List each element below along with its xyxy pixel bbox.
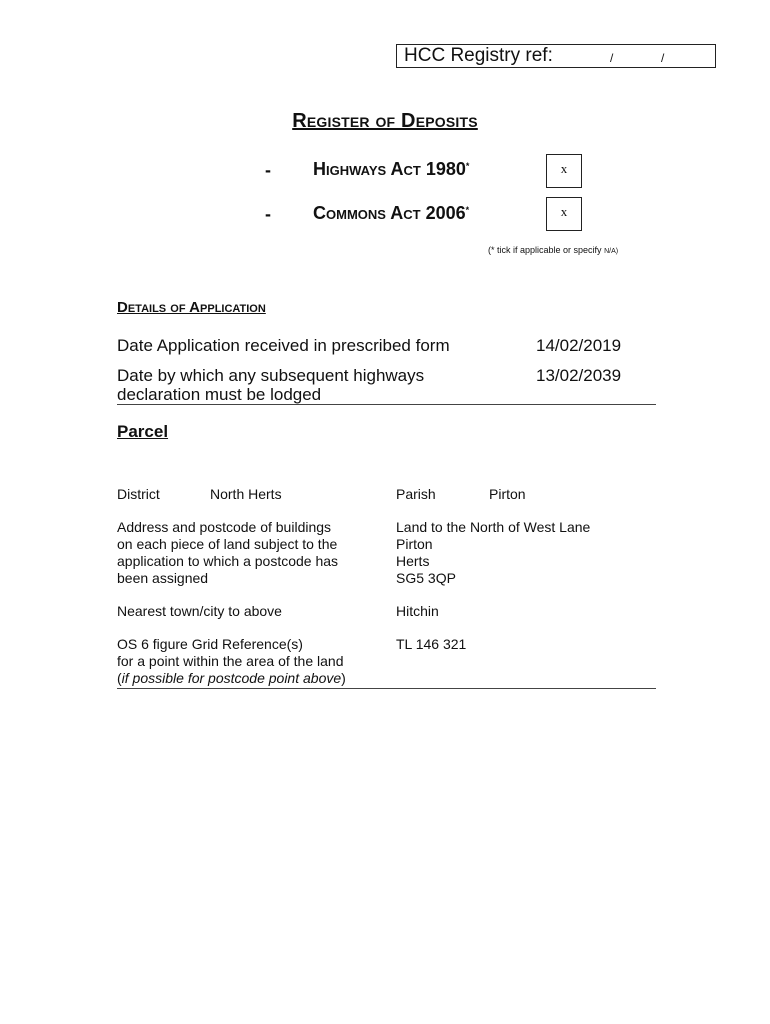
declaration-label-line1: Date by which any subsequent highways <box>117 366 425 385</box>
commons-tickbox[interactable]: x <box>546 197 582 231</box>
grid-label-open: ( <box>117 670 122 686</box>
details-divider <box>117 404 656 405</box>
act-commons-name: Commons Act 2006 <box>313 203 466 223</box>
grid-label-italic: if possible for postcode point above <box>121 670 342 686</box>
highways-tickbox[interactable]: x <box>546 154 582 188</box>
address-label <box>117 519 338 587</box>
address-value-line: Land to the North of West Lane <box>396 519 591 535</box>
parcel-divider <box>117 688 656 689</box>
declaration-value: 13/02/2039 <box>536 366 622 385</box>
address-value <box>396 519 590 587</box>
act-commons-label <box>313 203 469 224</box>
district-value: North Herts <box>210 486 282 502</box>
grid-label-line3 <box>117 670 346 687</box>
address-label-line: application to which a postcode has <box>117 553 339 569</box>
parish-label: Parish <box>396 486 436 502</box>
act-dash-commons: - <box>265 204 271 224</box>
address-label-line: Address and postcode of buildings <box>117 519 332 535</box>
registry-ref-box <box>396 44 716 68</box>
registry-slash-2: / <box>661 51 665 65</box>
parcel-heading: Parcel <box>117 422 169 441</box>
grid-label <box>117 636 346 687</box>
grid-label-line1: OS 6 figure Grid Reference(s) <box>117 636 303 652</box>
declaration-label <box>117 366 424 404</box>
details-heading: Details of Application <box>117 299 266 316</box>
district-label: District <box>117 486 160 502</box>
registry-ref-label: HCC Registry ref: <box>404 45 553 66</box>
act-dash-highways: - <box>265 160 271 180</box>
act-highways-label <box>313 159 469 180</box>
address-value-line: Herts <box>396 553 430 569</box>
address-label-line: been assigned <box>117 570 209 586</box>
grid-label-line2: for a point within the area of the land <box>117 653 344 669</box>
registry-slash-1: / <box>610 51 614 65</box>
act-commons-star: * <box>465 205 470 215</box>
received-label: Date Application received in prescribed form <box>117 336 450 355</box>
act-highways-name: Highways Act 1980 <box>313 159 466 179</box>
grid-label-close: ) <box>341 670 346 686</box>
grid-value: TL 146 321 <box>396 636 467 652</box>
tick-note-small: N/A) <box>604 248 619 255</box>
tick-note-main: (* tick if applicable or specify <box>488 245 602 255</box>
address-value-line: SG5 3QP <box>396 570 456 586</box>
address-value-line: Pirton <box>396 536 433 552</box>
page-title: Register of Deposits <box>292 110 478 132</box>
act-highways-star: * <box>465 161 470 171</box>
parish-value: Pirton <box>489 486 526 502</box>
town-label: Nearest town/city to above <box>117 603 282 619</box>
tick-note <box>488 245 618 255</box>
declaration-label-line2: declaration must be lodged <box>117 385 322 404</box>
town-value: Hitchin <box>396 603 439 619</box>
address-label-line: on each piece of land subject to the <box>117 536 338 552</box>
received-value: 14/02/2019 <box>536 336 622 355</box>
